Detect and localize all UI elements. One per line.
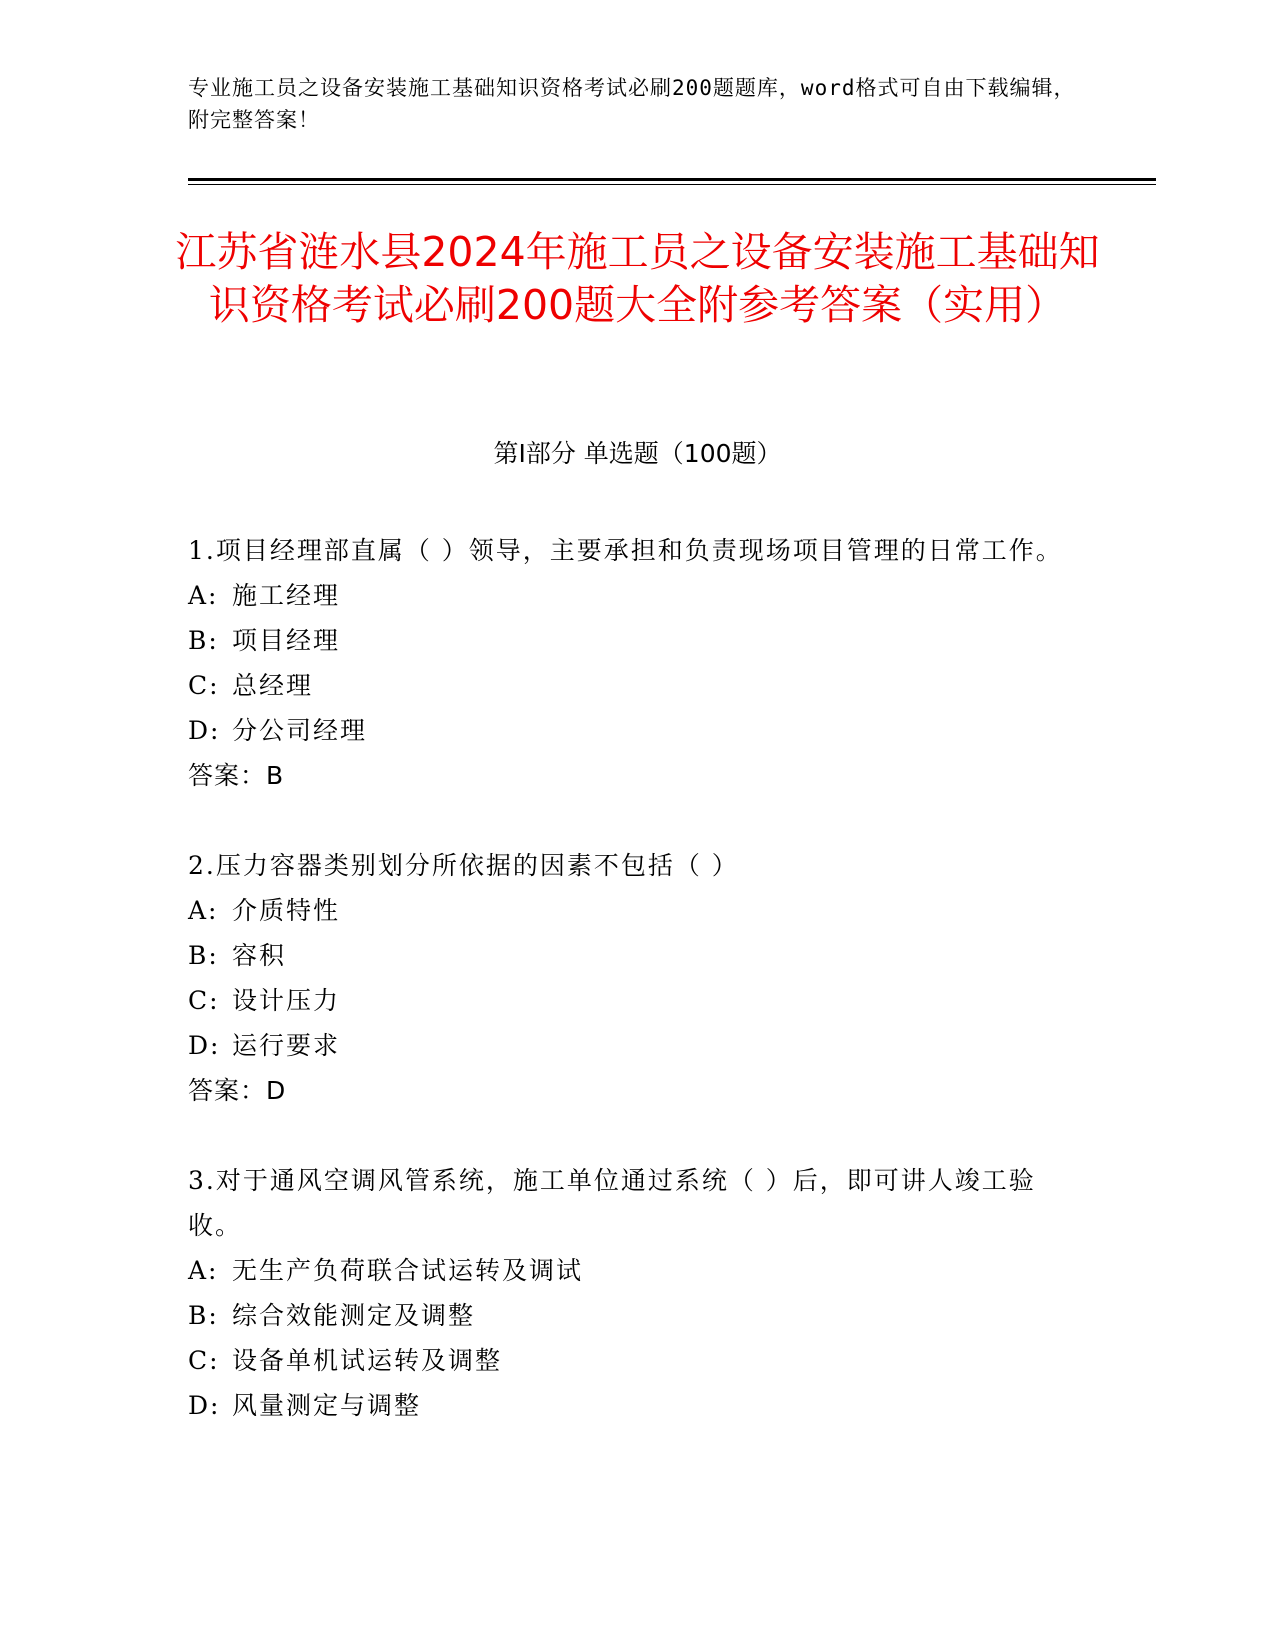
option-c [188, 1338, 1088, 1383]
option-letter: A: [188, 581, 219, 610]
option-letter: A: [188, 896, 219, 925]
question-2 [188, 843, 1088, 1113]
option-letter: D: [188, 1391, 221, 1420]
option-text: 运行要求 [232, 1031, 341, 1060]
option-text: 无生产负荷联合试运转及调试 [232, 1256, 584, 1285]
option-letter: D: [188, 1031, 221, 1060]
option-letter: D: [188, 716, 221, 745]
option-c [188, 663, 1088, 708]
option-b [188, 933, 1088, 978]
header-note: 专业施工员之设备安装施工基础知识资格考试必刷200题题库，word格式可自由下载编辑，附完整答案！ [188, 76, 1076, 132]
option-text: 项目经理 [232, 626, 341, 655]
header-divider-thin [188, 184, 1156, 185]
option-letter: C: [188, 1346, 220, 1375]
question-list [188, 528, 1088, 1473]
document-title: 江苏省涟水县2024年施工员之设备安装施工基础知识资格考试必刷200题大全附参考答案（实用） [175, 228, 1100, 329]
option-a [188, 573, 1088, 618]
question-stem: 2.压力容器类别划分所依据的因素不包括（ ） [188, 851, 739, 880]
option-b [188, 618, 1088, 663]
option-letter: B: [188, 941, 219, 970]
option-text: 风量测定与调整 [232, 1391, 422, 1420]
question-stem: 1.项目经理部直属（ ）领导，主要承担和负责现场项目管理的日常工作。 [188, 536, 1063, 565]
question-1 [188, 528, 1088, 798]
option-letter: C: [188, 986, 220, 1015]
header-divider-thick [188, 178, 1156, 181]
option-text: 设计压力 [232, 986, 341, 1015]
option-letter: B: [188, 1301, 219, 1330]
option-d [188, 708, 1088, 753]
option-d [188, 1023, 1088, 1068]
option-letter: A: [188, 1256, 219, 1285]
option-a [188, 1248, 1088, 1293]
option-text: 分公司经理 [232, 716, 368, 745]
option-text: 容积 [232, 941, 287, 970]
option-a [188, 888, 1088, 933]
option-d [188, 1383, 1088, 1428]
question-3 [188, 1158, 1088, 1428]
option-letter: B: [188, 626, 219, 655]
answer-line: 答案：D [188, 1076, 287, 1105]
option-text: 介质特性 [232, 896, 341, 925]
option-text: 设备单机试运转及调整 [232, 1346, 503, 1375]
option-c [188, 978, 1088, 1023]
option-b [188, 1293, 1088, 1338]
question-stem: 3.对于通风空调风管系统，施工单位通过系统（ ）后，即可讲人竣工验收。 [188, 1166, 1036, 1240]
section-heading: 第I部分 单选题（100题） [493, 439, 782, 468]
answer-line: 答案：B [188, 761, 285, 790]
option-letter: C: [188, 671, 220, 700]
option-text: 总经理 [232, 671, 314, 700]
option-text: 综合效能测定及调整 [232, 1301, 476, 1330]
option-text: 施工经理 [232, 581, 341, 610]
